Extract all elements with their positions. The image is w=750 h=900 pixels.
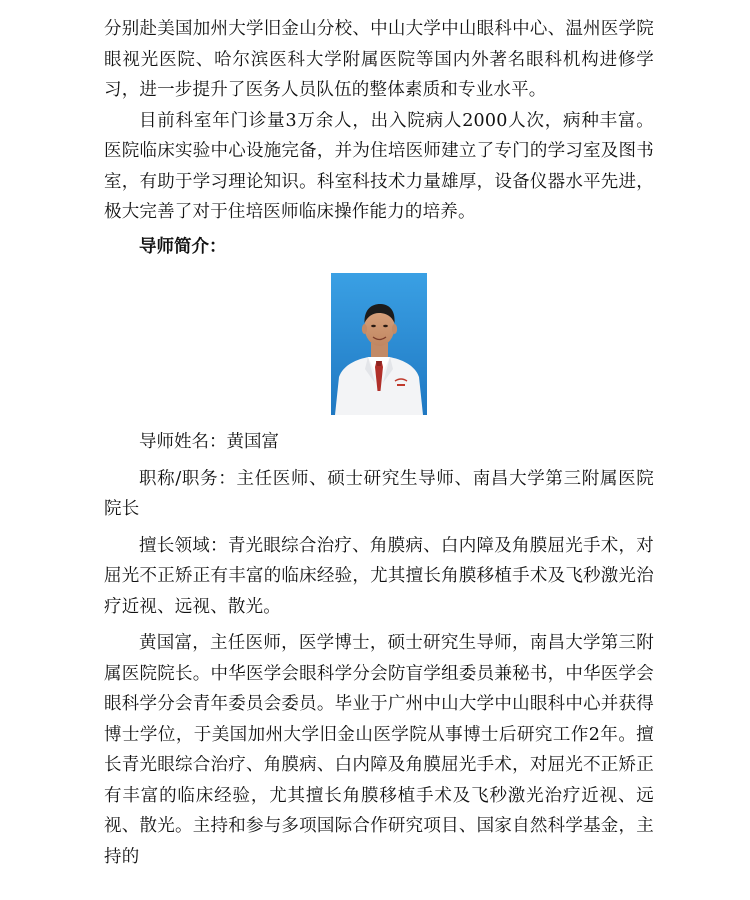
intro-paragraph-continued: 分别赴美国加州大学旧金山分校、中山大学中山眼科中心、温州医学院眼视光医院、哈尔滨医科大学附属医院等国内外著名眼科机构进修学习，进一步提升了医务人员队伍的整体素质和专业水平。 (104, 19, 654, 100)
mentor-name-value: 黄国富 (226, 432, 279, 452)
doctor-portrait-photo (331, 273, 427, 415)
mentor-title-label: 职称/职务： (139, 468, 237, 489)
mentor-name-line (104, 427, 654, 458)
mentor-section-heading: 导师简介： (139, 236, 227, 257)
mentor-name-label: 导师姓名： (139, 432, 227, 452)
mentor-photo-container (104, 273, 654, 415)
mentor-expertise-line (104, 531, 654, 623)
mentor-title-value: 主任医师、硕士研究生导师、南昌大学第三附属医院院长 (104, 468, 654, 519)
department-paragraph: 目前科室年门诊量3万余人，出入院病人2000人次，病种丰富。医院临床实验中心设施完备，并为住培医师建立了专门的学习室及图书室，有助于学习理论知识。科室科技术力量雄厚，设备仪器水平先进，极大完善了对于住培医师临床操作能力的培养。 (104, 110, 654, 222)
mentor-expertise-value: 青光眼综合治疗、角膜病、白内障及角膜屈光手术，对屈光不正矫正有丰富的临床经验，尤其擅长角膜移植手术及飞秒激光治疗近视、远视、散光。 (104, 535, 654, 617)
mentor-expertise-label: 擅长领域： (139, 535, 228, 556)
mentor-title-line (104, 464, 654, 525)
mentor-biography: 黄国富，主任医师，医学博士，硕士研究生导师，南昌大学第三附属医院院长。中华医学会眼科学分会防盲学组委员兼秘书，中华医学会眼科学分会青年委员会委员。毕业于广州中山大学中山眼科中心并获得博士学位，于美国加州大学旧金山医学院从事博士后研究工作2年。擅长青光眼综合治疗、角膜病、白内障及角膜屈光手术，对屈光不正矫正有丰富的临床经验，尤其擅长角膜移植手术及飞秒激光治疗近视、远视、散光。主持和参与多项国际合作研究项目、国家自然科学基金，主持的 (104, 633, 654, 867)
